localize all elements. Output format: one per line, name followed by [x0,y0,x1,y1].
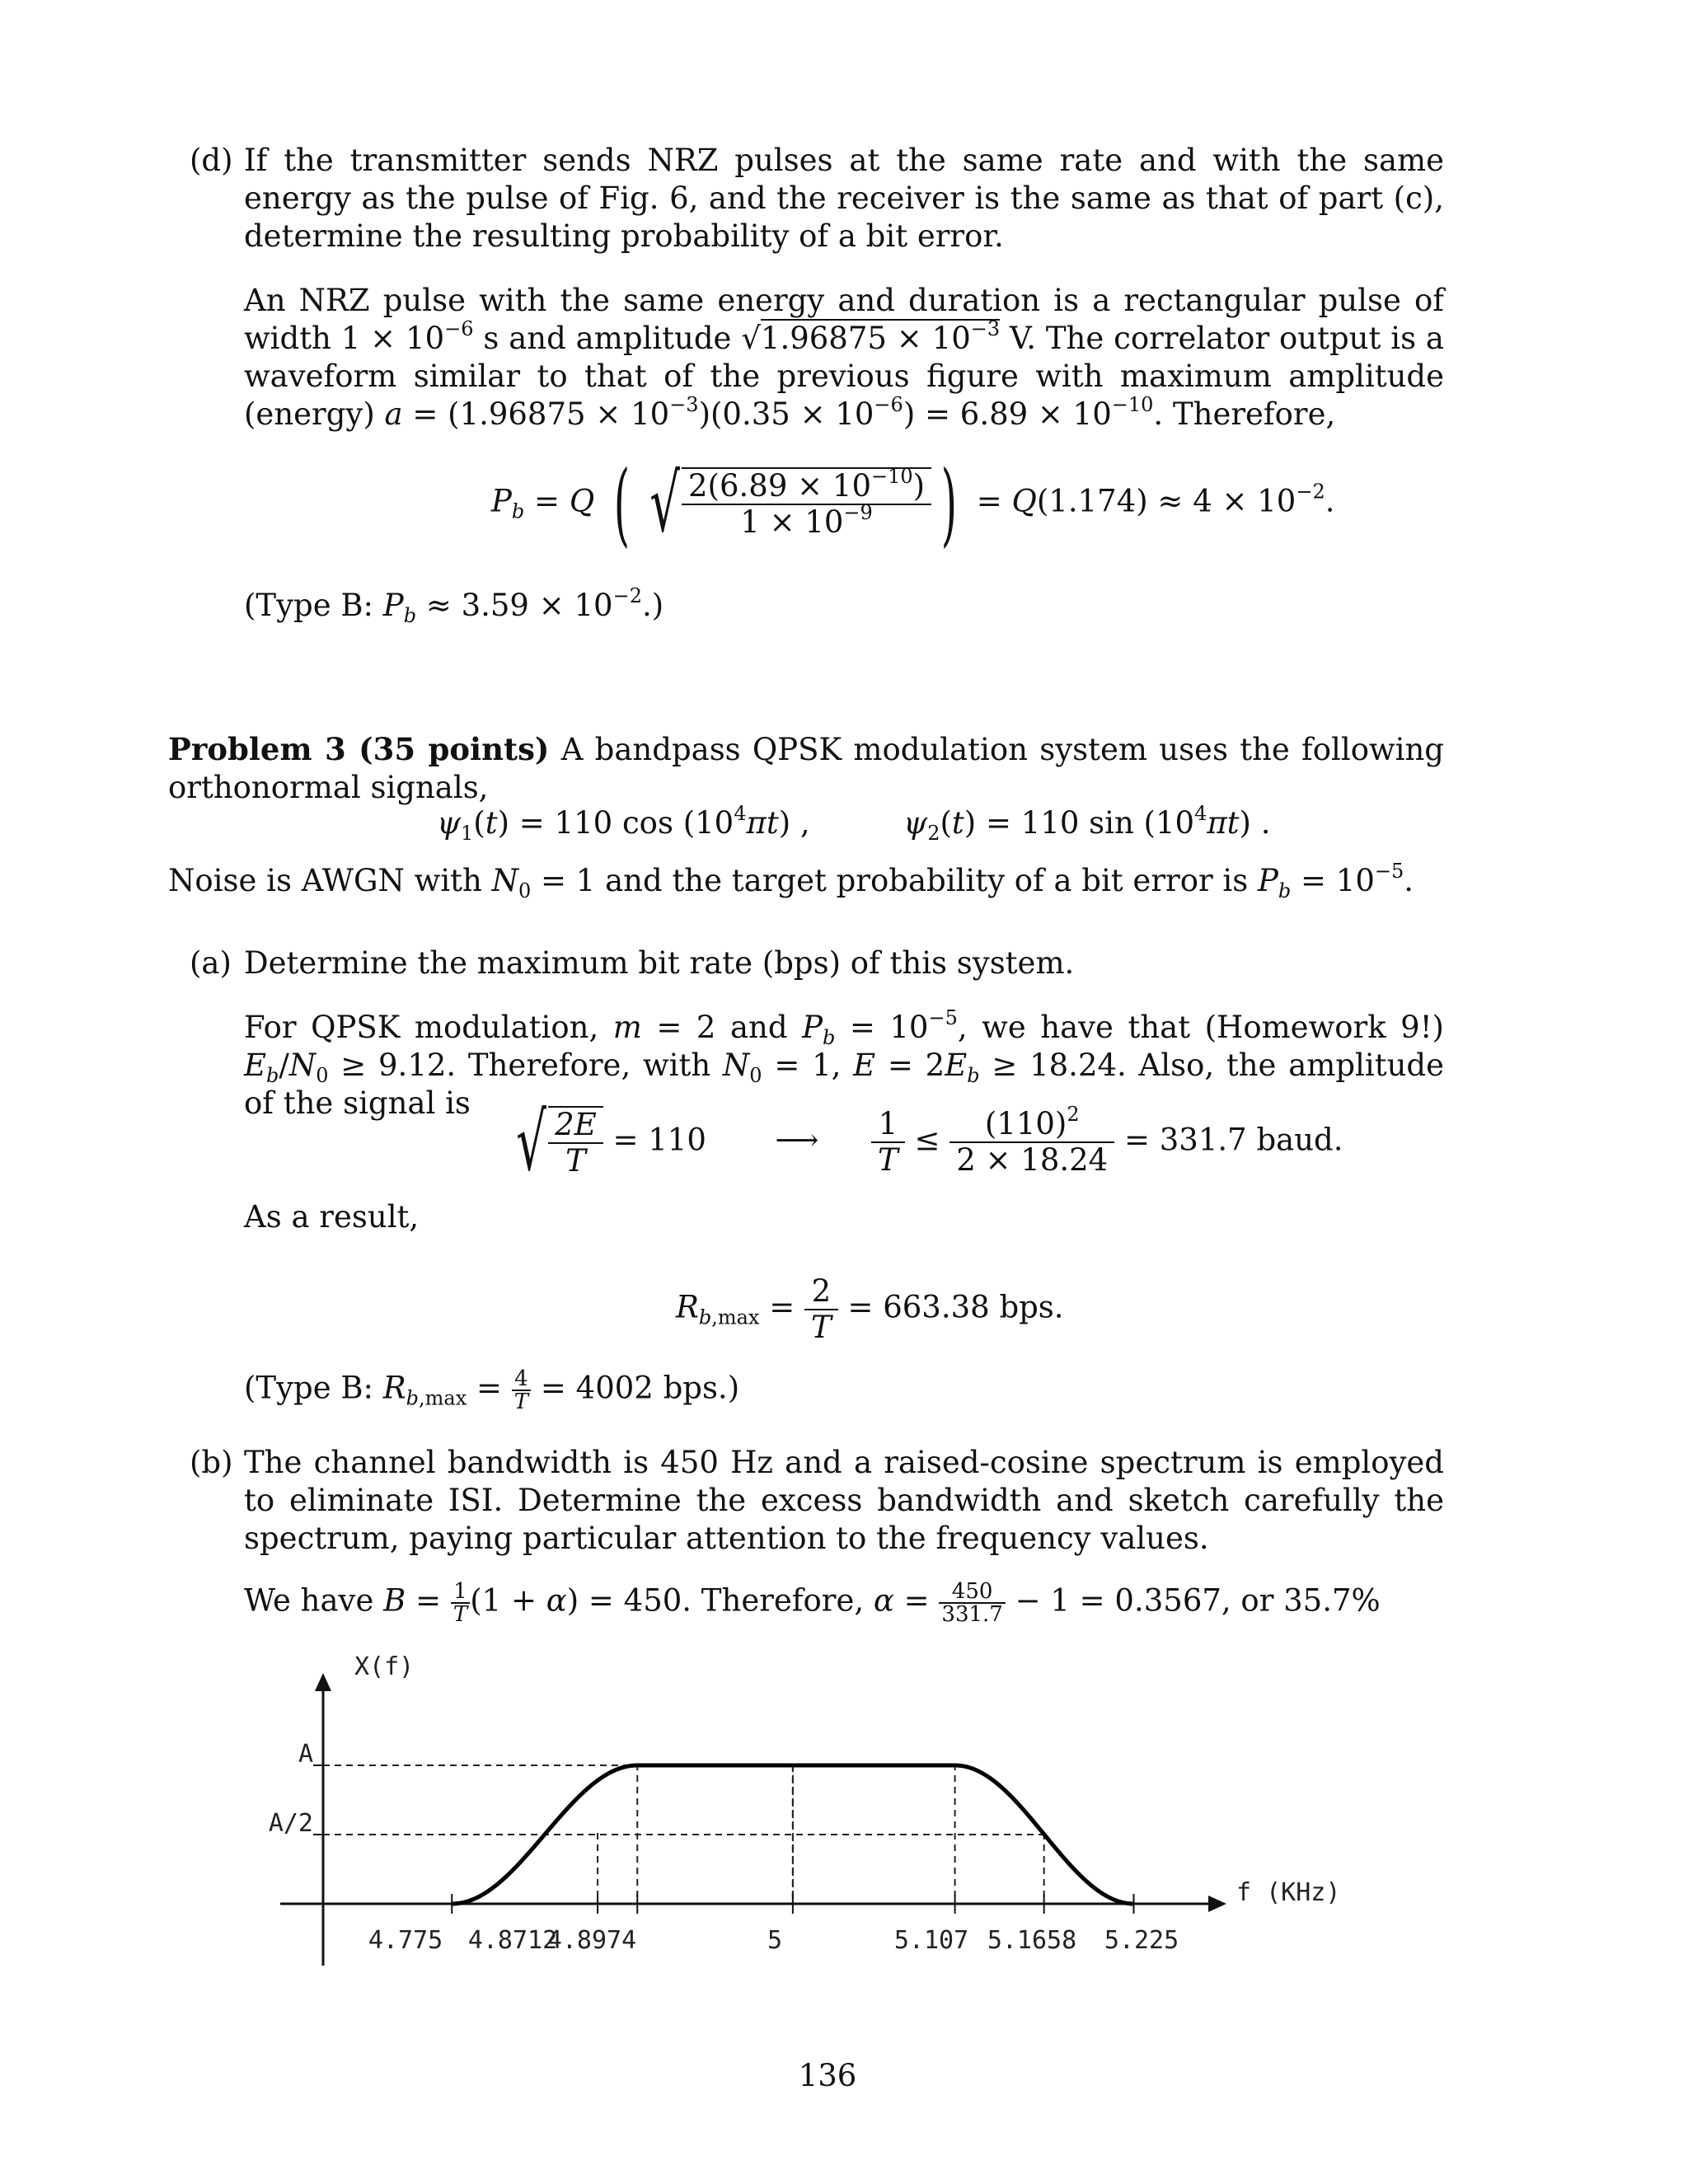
x-tick-label: 5.1658 [987,1926,1077,1955]
problem3-intro-text: A bandpass QPSK modulation system uses the following orthonormal signals, [168,732,1444,805]
y-tick-label: A/2 [268,1809,313,1838]
x-tick-label: 5.107 [893,1926,969,1955]
part-b-label: (b) [190,1445,233,1480]
part-b-question-text: The channel bandwidth is 450 Hz and a raised-cosine spectrum is employed to eliminate ISI. Determine the excess bandwidth and sketch carefully the spectrum, paying particular attention to the frequency values. [244,1445,1444,1556]
y-tick-label: A [298,1740,313,1769]
x-tick-label: 4.8974 [546,1926,637,1955]
problem3-noise: Noise is AWGN with $N_0 = 1$ and the target probability of a bit error is $P_b = 10^{-5}$. [168,860,1414,902]
x-tick-label: 5.225 [1104,1926,1179,1955]
x-tick-label: 4.775 [368,1926,443,1955]
part-a-label: (a) [190,945,232,981]
y-axis-arrow [315,1673,331,1691]
part-a-type-b: (Type B: $R_{b,max}$ = $\frac{4}{T}$ = 4002 bps.) [244,1366,740,1414]
x-tick-label: 4.8712 [467,1926,558,1955]
x-axis-label: f (KHz) [1236,1878,1341,1907]
x-axis-arrow [1208,1896,1226,1912]
part-d-type-b: (Type B: $P_b \approx 3.59 \times 10^{-2}$.) [244,584,664,627]
x-tick-label: 5 [767,1926,783,1955]
equation-psi: $\psi_1(t) = 110$ $\cos (10^4\pi t)$ , $\psi_2(t) = 110$ $\sin (10^4\pi t)$ . [437,802,1271,845]
part-d-label: (d) [190,143,233,178]
part-d-answer: An NRZ pulse with the same energy and duration is a rectangular pulse of width $1 \times 10^{-6}$ s and amplitude $√1.96875 \times 10^{-3}$ V. The correlator output is a waveform similar to that of the previous figure with maximum amplitude (energy) $a = (1.96875 \times 10^{-3})(0.35 \times 10^{-6}) = 6.89 \times 10^{-10}$. Therefore, [244,283,1444,432]
equation-amplitude: √ $\frac{2E}{T}$ = 110 ⟶ $\frac{1}{T}$ ≤ $\frac{(110)^2}{2 \times 18.24}$ = 331.7 baud. [516,1096,1343,1188]
page-number: 136 [798,2058,857,2093]
equation-rb-max: $R_{b,max}$ = $\frac{2}{T}$ = 663.38 bps. [676,1273,1064,1345]
y-axis-label: X(f) [354,1652,415,1681]
part-a-as-result: As a result, [244,1199,420,1235]
part-a-answer: For QPSK modulation, m = 2 and $P_b = 10^{-5}$, we have that (Homework 9!) $E_b/N_0 \ge 9.12$. Therefore, with $N_0 = 1$, $E = 2E_b \ge 18.24$. Also, the amplitude of the signal is [244,1006,1444,1121]
equation-pb-nrz: $P_b = Q$ ( √ $\frac{2(6.89 \times 10^{-10})}{1 \times 10^{-9}}$ ) = $Q(1.174) \approx 4 \times 10^{-2}$. [491,451,1335,556]
part-d-question-text: If the transmitter sends NRZ pulses at the same rate and with the same energy as the pulse of Fig. 6, and the receiver is the same as that of part (c), determine the resulting probability of a bit error. [244,143,1444,254]
problem3-heading: Problem 3 (35 points) [168,731,550,767]
part-a-question-text: Determine the maximum bit rate (bps) of this system. [244,945,1075,981]
part-b-answer: We have B = $\frac{1}{T}$ (1 + α) = 450. Therefore, α = $\frac{450}{331.7}$ − 1 = 0.3567, or 35.7% [244,1579,1381,1627]
